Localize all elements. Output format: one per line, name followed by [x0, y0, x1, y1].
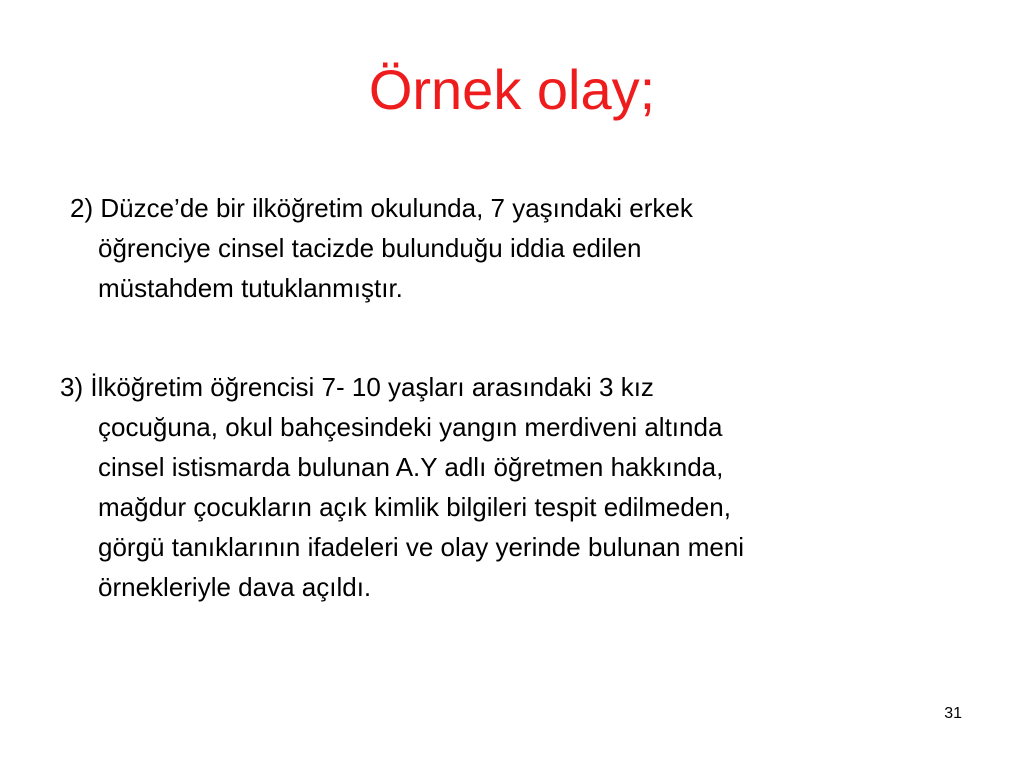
page-number: 31 [944, 705, 962, 722]
slide-title: Örnek olay; [368, 58, 656, 121]
case-paragraph-2 [60, 188, 940, 308]
paragraph-line: cinsel istismarda bulunan A.Y adlı öğretmen hakkında, [98, 452, 724, 482]
paragraph-line: 3) İlköğretim öğrencisi 7- 10 yaşları arasındaki 3 kız [60, 372, 654, 402]
paragraph-line: örnekleriyle dava açıldı. [98, 572, 372, 602]
paragraph-line: müstahdem tutuklanmıştır. [98, 273, 403, 303]
paragraph-line: görgü tanıklarının ifadeleri ve olay yerinde bulunan meni [98, 532, 745, 562]
paragraph-line: 2) Düzce’de bir ilköğretim okulunda, 7 yaşındaki erkek [70, 193, 693, 223]
paragraph-line: öğrenciye cinsel tacizde bulunduğu iddia edilen [98, 233, 642, 263]
paragraph-line: mağdur çocukların açık kimlik bilgileri tespit edilmeden, [98, 492, 731, 522]
paragraph-line: çocuğuna, okul bahçesindeki yangın merdiveni altında [98, 412, 723, 442]
case-paragraph-3 [60, 367, 960, 607]
